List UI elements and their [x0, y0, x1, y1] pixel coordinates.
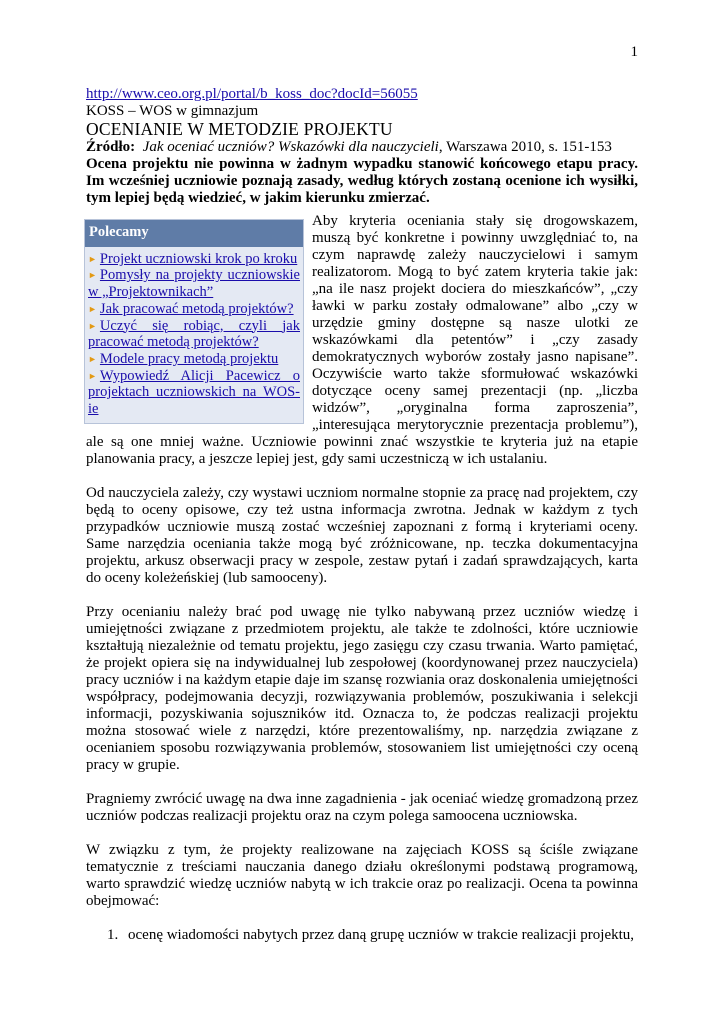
document-title: OCENIANIE W METODZIE PROJEKTU — [86, 119, 393, 139]
recommended-link[interactable]: Uczyć się robiąc, czyli jak pracować metodą projektów? — [88, 317, 300, 351]
source-line — [86, 139, 638, 156]
program-line: KOSS – WOS w gimnazjum — [86, 103, 259, 119]
list-item: 1. ocenę wiadomości nabytych przez daną grupę uczniów w trakcie realizacji projektu, — [122, 927, 638, 944]
bullet-icon: ► — [88, 320, 97, 331]
recommended-link[interactable]: Jak pracować metodą projektów? — [99, 300, 294, 317]
page-number: 1 — [630, 44, 638, 60]
intro-paragraph: Ocena projektu nie powinna w żadnym wypadku stanowić końcowego etapu pracy. Im wcześniej uczniowie poznają zasady, według których zostaną ocenione ich wysiłki, tym lepiej będą wiedzieć, w jakim kierunku zmierzać. — [86, 156, 638, 206]
body-paragraph: Przy ocenianiu należy brać pod uwagę nie tylko nabywaną przez uczniów wiedzę i umiejętności związane z przedmiotem projektu, ale także te zdolności, które uczniowie kształtują niezależnie od tematu projektu, jego zasięgu czy czasu trwania. Warto pamiętać, że projekt opiera się na indywidualnej lub zespołowej (koordynowanej przez nauczyciela) pracy uczniów i na każdym etapie daje im szansę rozwiania oraz doskonalenia umiejętności współpracy, podejmowania decyzji, rozwiązywania problemów, poszukiwania i selekcji informacji, pozyskiwania sojuszników itd. Oznacza to, że podczas realizacji projektu można stosować wiele z narzędzi, które prezentowaliśmy, np. narzędzia związane z ocenianiem sposobu rozwiązywania problemów, stosowaniem list umiejętności czy oceną pracy w grupie. — [86, 604, 638, 773]
bullet-icon: ► — [88, 370, 97, 381]
wrapped-section — [86, 213, 638, 468]
recommended-item — [88, 301, 300, 318]
body-paragraph: Od nauczyciela zależy, czy wystawi uczniom normalne stopnie za pracę nad projektem, czy będą to oceny opisowe, czy też ustna informacja zwrotna. Jednak w każdym z tych przypadków uczniowie muszą zostać wcześniej zapoznani z formą i kryteriami oceny. Same narzędzia oceniania także mogą być zróżnicowane, np. teczka dokumentacyjna projektu, arkusz obserwacji pracy w zespole, zestaw pytań i zadań sprawdzających, karta do oceny koleżeńskiej (lub samooceny). — [86, 485, 638, 586]
source-details: , Warszawa 2010, s. 151-153 — [438, 139, 612, 155]
source-url-link[interactable]: http://www.ceo.org.pl/portal/b_koss_doc?docId=56055 — [86, 86, 418, 102]
recommended-box — [84, 219, 304, 424]
recommended-link[interactable]: Modele pracy metodą projektu — [99, 350, 279, 367]
recommended-item — [88, 251, 300, 268]
recommended-item — [88, 318, 300, 351]
bullet-icon: ► — [88, 253, 97, 264]
bullet-icon: ► — [88, 270, 97, 281]
recommended-item — [88, 267, 300, 300]
recommended-link[interactable]: Pomysły na projekty uczniowskie w „Projektownikach” — [88, 267, 300, 301]
recommended-item — [88, 368, 300, 418]
assessment-list — [86, 927, 638, 944]
recommended-heading: Polecamy — [85, 220, 303, 247]
body-paragraph: W związku z tym, że projekty realizowane na zajęciach KOSS są ściśle związane tematycznie z treściami nauczania danego działu określonymi podstawą programową, warto sprawdzić wiedzę uczniów nabytą w ich trakcie oraz po realizacji. Ocena ta powinna obejmować: — [86, 842, 638, 909]
recommended-link[interactable]: Wypowiedź Alicji Pacewicz o projektach uczniowskich na WOS-ie — [88, 367, 300, 418]
recommended-list — [85, 251, 303, 418]
source-book-title: Jak oceniać uczniów? Wskazówki dla nauczycieli — [142, 139, 439, 155]
recommended-link[interactable]: Projekt uczniowski krok po kroku — [99, 250, 298, 267]
document-body — [86, 86, 638, 944]
bullet-icon: ► — [88, 353, 97, 364]
body-paragraph: Pragniemy zwrócić uwagę na dwa inne zagadnienia - jak oceniać wiedzę gromadzoną przez uczniów podczas realizacji projektu oraz na czym polega samoocena uczniowska. — [86, 791, 638, 824]
body-paragraph: Aby kryteria oceniania stały się drogowskazem, muszą być konkretne i powinny uwzględniać to, na czym naprawdę zależy nauczycielowi i samym realizatorom. Mogą to być zatem kryteria takie jak: „na ile nasz projekt dociera do mieszkańców”, „czy ławki w parku zostały odmalowane” albo „czy w urzędzie gminy dostępne są nasze ulotki ze wskazówkami dla petentów” i „czy zasady demokratycznych wyborów zostały jasno napisane”. Oczywiście warto także sformułować wskazówki dotyczące oceny samej prezentacji (np. „liczba widzów”, „oryginalna forma zaproszenia”, „interesująca merytorycznie prezentacja problemu”), ale są one mniej ważne. Uczniowie powinni znać wszystkie te kryteria już na etapie planowania pracy, a jeszcze lepiej jest, gdy sami uczestniczą w ich ustalaniu. — [86, 213, 638, 467]
bullet-icon: ► — [88, 303, 97, 314]
recommended-item — [88, 351, 300, 368]
source-label: Źródło: — [86, 139, 136, 155]
